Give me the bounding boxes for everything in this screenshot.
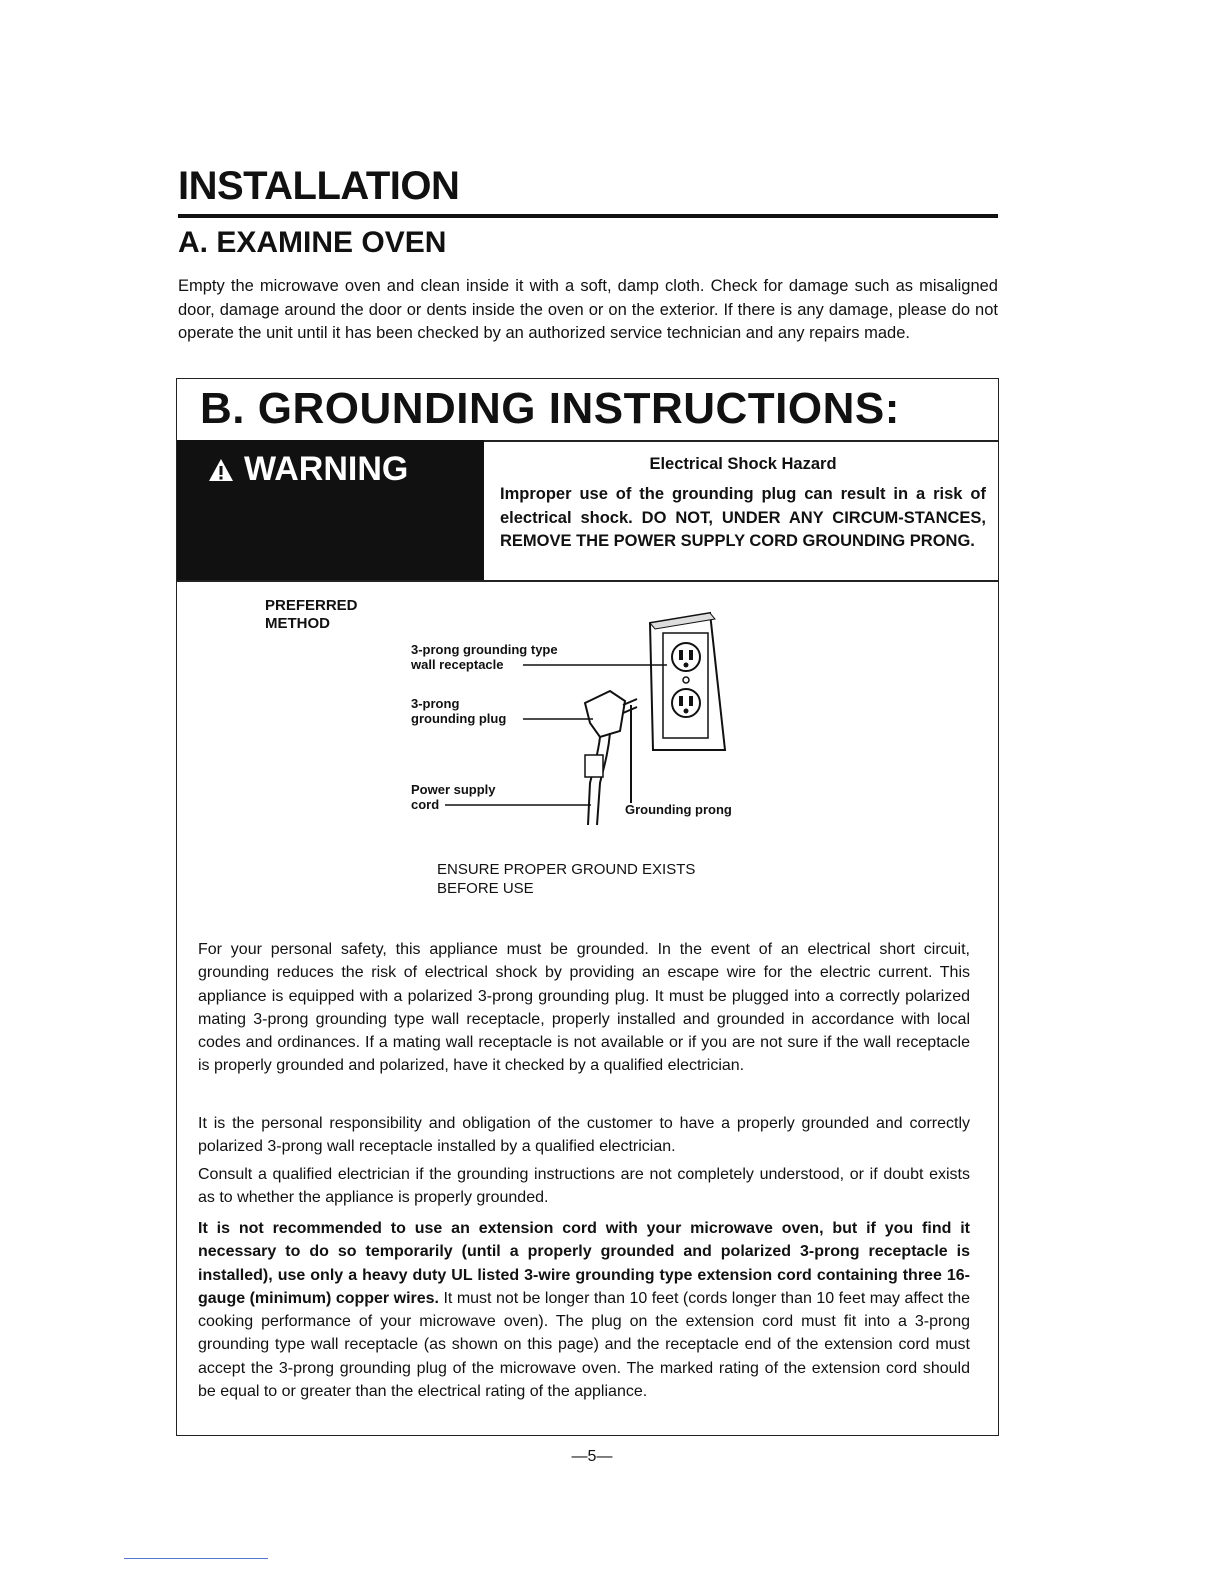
cord-label-line2: cord bbox=[411, 797, 440, 812]
cord-label bbox=[411, 782, 496, 812]
cord-label-line1: Power supply bbox=[411, 782, 496, 797]
prong-label: Grounding prong bbox=[625, 802, 732, 817]
divider bbox=[177, 580, 999, 582]
title-rule bbox=[178, 214, 998, 218]
section-b-heading: B. GROUNDING INSTRUCTIONS: bbox=[200, 384, 900, 433]
page-number: —5— bbox=[571, 1448, 613, 1465]
plug-label bbox=[411, 696, 506, 726]
warning-triangle-icon bbox=[208, 457, 234, 483]
receptacle-label bbox=[411, 642, 558, 672]
extension-cord-details: It must not be longer than 10 feet (cords longer than 10 feet may affect the cooking performance of your microwave oven). The plug on the extension cord must fit into a 3-prong grounding type wall receptacle (as shown on this page) and the receptacle end of the extension cord must accept the 3-prong grounding plug of the microwave oven. The marked rating of the extension cord should be equal to or greater than the electrical rating of the appliance. bbox=[198, 1289, 970, 1401]
ensure-line1: ENSURE PROPER GROUND EXISTS bbox=[437, 861, 696, 878]
ensure-line2: BEFORE USE bbox=[437, 880, 534, 897]
footer-line bbox=[124, 1558, 268, 1559]
extension-cord-warning: It is not recommended to use an extension cord with your microwave oven, but if you find it necessary to do so temporarily (until a properly grounded and polarized 3-prong receptacle is installed), use only a heavy duty UL listed 3-wire grounding type extension cord containing three 16-gauge (minimum) copper wires. bbox=[198, 1220, 970, 1307]
plug-label-line1: 3-prong bbox=[411, 696, 460, 711]
preferred-method-label: PREFERRED METHOD bbox=[265, 597, 358, 632]
extension-cord-paragraph bbox=[198, 1217, 970, 1403]
plug-label-line2: grounding plug bbox=[411, 711, 507, 726]
ensure-ground-note bbox=[437, 860, 797, 898]
page-title: INSTALLATION bbox=[178, 164, 460, 208]
consult-paragraph: Consult a qualified electrician if the grounding instructions are not completely understood, or if doubt exists as to whether the appliance is properly grounded. bbox=[198, 1166, 970, 1207]
receptacle-label-line1: 3-prong grounding type bbox=[411, 642, 558, 657]
hazard-text: Improper use of the grounding plug can result in a risk of electrical shock. DO NOT, UNDER ANY CIRCUM-STANCES, REMOVE THE POWER SUPPLY CORD GROUNDING PRONG. bbox=[500, 485, 986, 550]
section-a-text: Empty the microwave oven and clean inside it with a soft, damp cloth. Check for damage such as misaligned door, damage around the door or dents inside the oven or on the exterior. If there is any damage, please do not operate the unit until it has been checked by an authorized service technician and any repairs made. bbox=[178, 277, 998, 342]
warning-text: WARNING bbox=[244, 450, 409, 488]
receptacle-label-line2: wall receptacle bbox=[411, 657, 504, 672]
grounding-diagram bbox=[405, 605, 765, 835]
safety-paragraph: For your personal safety, this appliance must be grounded. In the event of an electrical short circuit, grounding reduces the risk of electrical shock by providing an escape wire for the electric current. This appliance is equipped with a polarized 3-prong grounding plug. It must be plugged into a correctly polarized mating 3-prong grounding type wall receptacle, properly installed and grounded in accordance with local codes and ordinances. If a mating wall receptacle is not available or if you are not sure if the wall receptacle is properly grounded and polarized, have it checked by a qualified electrician. bbox=[198, 941, 970, 1075]
responsibility-paragraph: It is the personal responsibility and obligation of the customer to have a properly grounded and correctly polarized 3-prong wall receptacle installed by a qualified electrician. bbox=[198, 1115, 970, 1156]
hazard-title: Electrical Shock Hazard bbox=[649, 455, 837, 473]
warning-label bbox=[208, 450, 408, 489]
section-a-heading: A. EXAMINE OVEN bbox=[178, 226, 447, 259]
